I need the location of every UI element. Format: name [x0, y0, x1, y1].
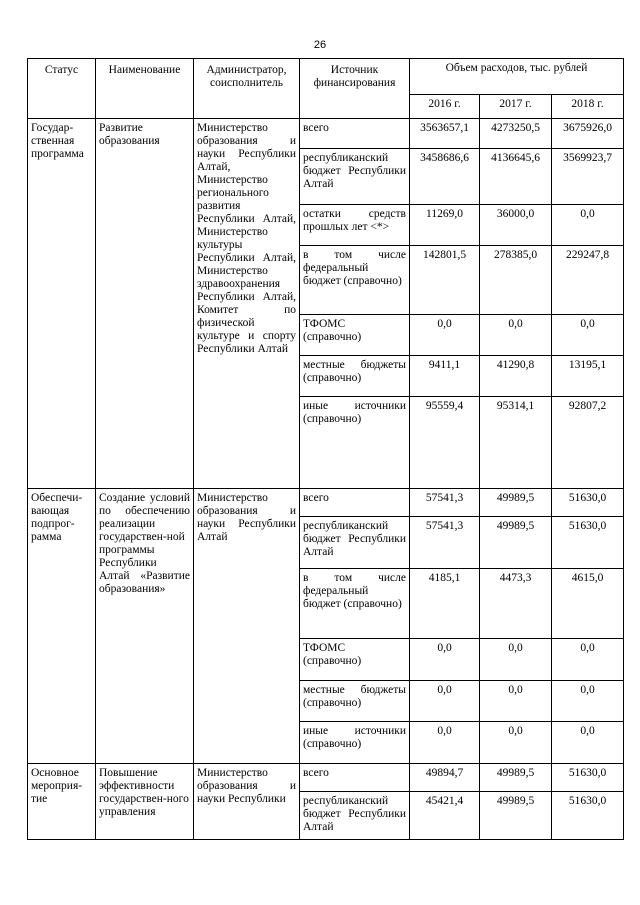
source-cell: всего	[300, 764, 410, 792]
header-volume: Объем расходов, тыс. рублей	[410, 59, 624, 95]
status-cell: Государ-ственная программа	[28, 119, 96, 489]
value-2016: 11269,0	[410, 205, 480, 246]
source-cell: ТФОМС (справочно)	[300, 639, 410, 681]
value-2016: 0,0	[410, 681, 480, 722]
value-2017: 0,0	[480, 639, 552, 681]
value-2017: 278385,0	[480, 246, 552, 315]
value-2018: 229247,8	[552, 246, 624, 315]
source-cell: местные бюджеты (справочно)	[300, 356, 410, 397]
source-cell: всего	[300, 489, 410, 517]
value-2018: 0,0	[552, 639, 624, 681]
source-cell: республиканский бюджет Республики Алтай	[300, 517, 410, 569]
value-2018: 3569923,7	[552, 149, 624, 205]
source-cell: в том числе федеральный бюджет (справочно)	[300, 569, 410, 639]
value-2017: 49989,5	[480, 517, 552, 569]
header-name: Наименование	[96, 59, 194, 119]
source-cell: иные источники (справочно)	[300, 397, 410, 489]
value-2017: 4273250,5	[480, 119, 552, 149]
header-year-2017: 2017 г.	[480, 95, 552, 119]
value-2017: 49989,5	[480, 792, 552, 840]
value-2018: 0,0	[552, 722, 624, 764]
admin-cell: Министерство образования и науки Республики Алтай, Министерство регионального развития Республики Алтай, Министерство культуры Республики Алтай, Министерство здравоохранения Республики Алтай, Комитет по физической культуре и спорту Республики Алтай	[194, 119, 300, 489]
name-cell: Повышение эффективности государствен-ного управления	[96, 764, 194, 840]
value-2018: 0,0	[552, 315, 624, 356]
value-2016: 142801,5	[410, 246, 480, 315]
value-2018: 13195,1	[552, 356, 624, 397]
source-cell: иные источники (справочно)	[300, 722, 410, 764]
value-2018: 0,0	[552, 205, 624, 246]
value-2017: 41290,8	[480, 356, 552, 397]
source-cell: республиканский бюджет Республики Алтай	[300, 149, 410, 205]
value-2017: 0,0	[480, 681, 552, 722]
value-2017: 36000,0	[480, 205, 552, 246]
value-2018: 51630,0	[552, 792, 624, 840]
source-cell: в том числе федеральный бюджет (справочно)	[300, 246, 410, 315]
header-admin: Администратор, соисполнитель	[194, 59, 300, 119]
value-2017: 4473,3	[480, 569, 552, 639]
admin-cell: Министерство образования и науки Республики Алтай	[194, 489, 300, 764]
value-2016: 4185,1	[410, 569, 480, 639]
page-number: 26	[313, 39, 327, 51]
value-2016: 95559,4	[410, 397, 480, 489]
header-year-2016: 2016 г.	[410, 95, 480, 119]
name-cell: Создание условий по обеспечению реализации государствен-ной программы Республики Алтай «Развитие образования»	[96, 489, 194, 764]
source-cell: всего	[300, 119, 410, 149]
value-2018: 51630,0	[552, 764, 624, 792]
header-status: Статус	[28, 59, 96, 119]
value-2016: 9411,1	[410, 356, 480, 397]
value-2018: 92807,2	[552, 397, 624, 489]
admin-cell: Министерство образования и науки Республики	[194, 764, 300, 840]
value-2016: 49894,7	[410, 764, 480, 792]
value-2016: 57541,3	[410, 489, 480, 517]
budget-table	[27, 58, 624, 840]
value-2016: 3563657,1	[410, 119, 480, 149]
header-source: Источник финансирования	[300, 59, 410, 119]
source-cell: республиканский бюджет Республики Алтай	[300, 792, 410, 840]
header-year-2018: 2018 г.	[552, 95, 624, 119]
value-2018: 3675926,0	[552, 119, 624, 149]
source-cell: остатки средств прошлых лет <*>	[300, 205, 410, 246]
value-2016: 3458686,6	[410, 149, 480, 205]
value-2016: 0,0	[410, 722, 480, 764]
value-2017: 0,0	[480, 315, 552, 356]
value-2017: 0,0	[480, 722, 552, 764]
name-cell: Развитие образования	[96, 119, 194, 489]
value-2016: 57541,3	[410, 517, 480, 569]
value-2018: 51630,0	[552, 489, 624, 517]
source-cell: ТФОМС (справочно)	[300, 315, 410, 356]
source-cell: местные бюджеты (справочно)	[300, 681, 410, 722]
value-2016: 0,0	[410, 315, 480, 356]
value-2017: 49989,5	[480, 764, 552, 792]
value-2017: 4136645,6	[480, 149, 552, 205]
value-2018: 0,0	[552, 681, 624, 722]
status-cell: Основное мероприя-тие	[28, 764, 96, 840]
value-2017: 49989,5	[480, 489, 552, 517]
value-2018: 51630,0	[552, 517, 624, 569]
table-row	[28, 119, 624, 149]
value-2018: 4615,0	[552, 569, 624, 639]
table-row	[28, 489, 624, 517]
status-cell: Обеспечи-вающая подпрог-рамма	[28, 489, 96, 764]
value-2016: 45421,4	[410, 792, 480, 840]
value-2017: 95314,1	[480, 397, 552, 489]
value-2016: 0,0	[410, 639, 480, 681]
table-row	[28, 764, 624, 792]
